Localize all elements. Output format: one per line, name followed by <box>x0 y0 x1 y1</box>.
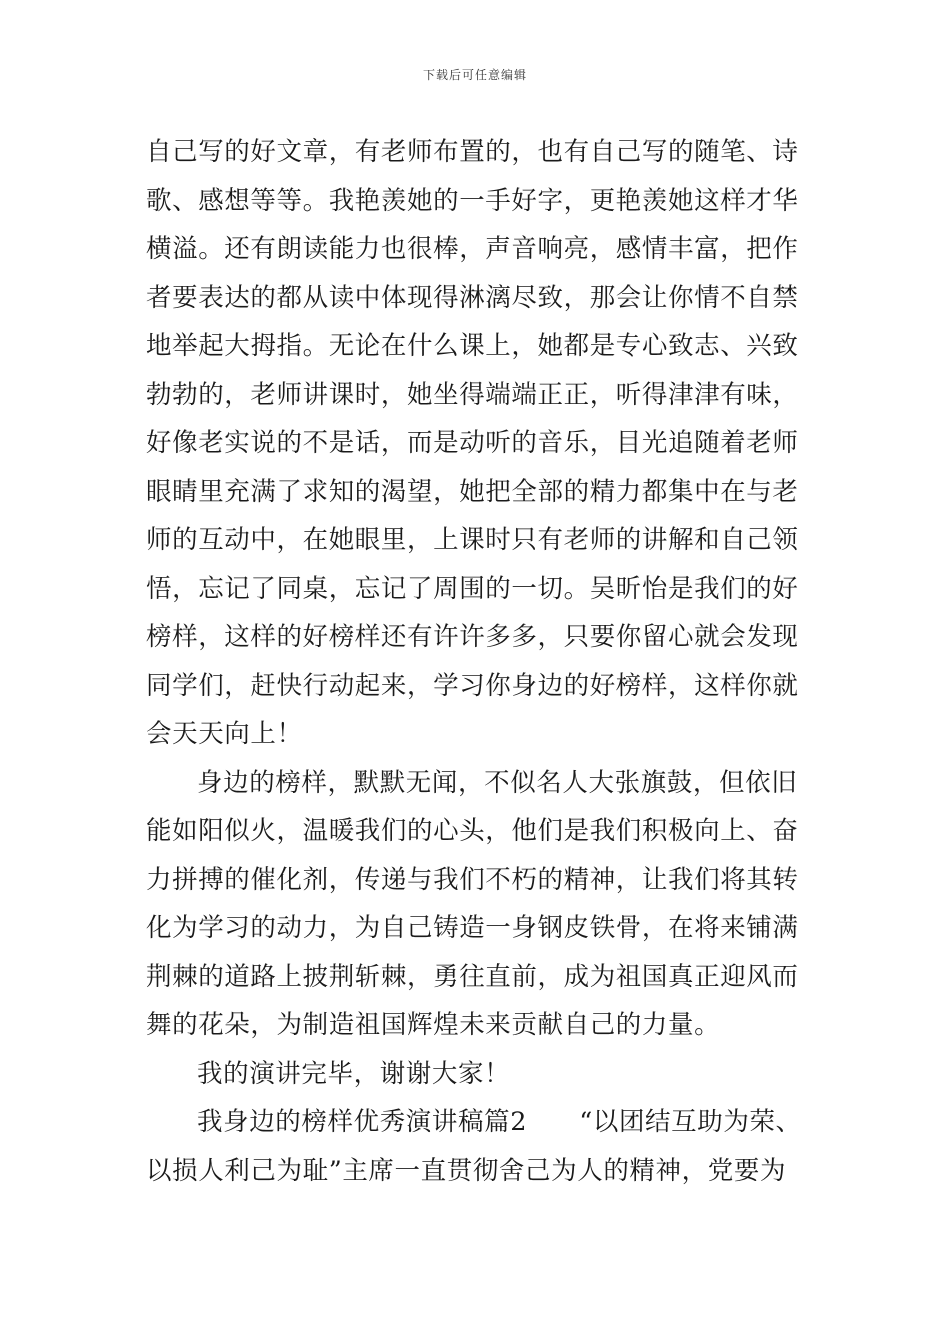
text-line: 以损人利己为耻”主席一直贯彻舍己为人的精神，党要为 <box>146 1155 787 1186</box>
text-line: 舞的花朵，为制造祖国辉煌未来贡献自己的力量。 <box>146 1010 721 1040</box>
text-line: 自己写的好文章，有老师布置的，也有自己写的随笔、诗 <box>146 137 799 167</box>
section-title-line: 我身边的榜样优秀演讲稿篇2 “以团结互助为荣、 <box>197 1107 802 1137</box>
text-line: 好像老实说的不是话，而是动听的音乐，目光追随着老师 <box>146 428 799 458</box>
text-line: 者要表达的都从读中体现得淋漓尽致，那会让你情不自禁 <box>146 282 799 313</box>
paragraph-start-line: 身边的榜样，默默无闻，不似名人大张旗鼓，但依旧 <box>197 767 798 798</box>
text-line: 横溢。还有朗读能力也很棒，声音响亮，感情丰富，把作 <box>146 234 799 264</box>
closing-line: 我的演讲完毕，谢谢大家！ <box>197 1058 511 1089</box>
text-line: 化为学习的动力，为自己铸造一身钢皮铁骨，在将来铺满 <box>146 913 799 943</box>
document-body <box>146 128 826 1195</box>
text-line: 地举起大拇指。无论在什么课上，她都是专心致志、兴致 <box>146 331 799 361</box>
text-line: 歌、感想等等。我艳羡她的一手好字，更艳羡她这样才华 <box>146 185 799 216</box>
text-line: 眼睛里充满了求知的渴望，她把全部的精力都集中在与老 <box>146 476 799 507</box>
text-line: 悟，忘记了同桌，忘记了周围的一切。吴昕怡是我们的好 <box>146 573 799 604</box>
text-line: 勃勃的，老师讲课时，她坐得端端正正，听得津津有味， <box>146 379 799 410</box>
text-line: 能如阳似火，温暖我们的心头，他们是我们积极向上、奋 <box>146 816 799 846</box>
text-line: 同学们，赶快行动起来，学习你身边的好榜样，这样你就 <box>146 670 799 701</box>
text-line: 师的互动中，在她眼里，上课时只有老师的讲解和自己领 <box>146 525 799 555</box>
text-line: 荆棘的道路上披荆斩棘，勇往直前，成为祖国真正迎风而 <box>146 961 799 992</box>
text-line: 榜样，这样的好榜样还有许许多多，只要你留心就会发现 <box>146 622 799 652</box>
text-line: 会天天向上！ <box>146 719 303 749</box>
page-header: 下载后可任意编辑 <box>422 68 527 82</box>
text-line: 力拼搏的催化剂，传递与我们不朽的精神，让我们将其转 <box>146 864 799 895</box>
